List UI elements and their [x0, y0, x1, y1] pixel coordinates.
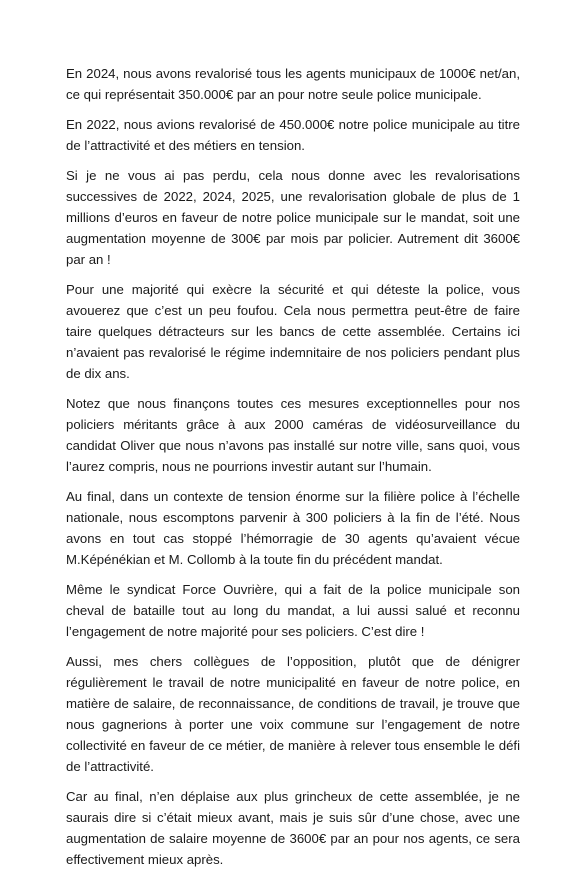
paragraph-revalorisation-globale: Si je ne vous ai pas perdu, cela nous donne avec les revalorisations successives de 2022, 2024, 2025, une revalorisation globale de plus de 1 millions d’euros en faveur de notre police municipale sur le mandat, soit une augmentation moyenne de 300€ par mois par policier. Autrement dit 3600€ par an !	[66, 168, 520, 267]
paragraph-revalorisation-2024: En 2024, nous avons revalorisé tous les agents municipaux de 1000€ net/an, ce qui représentait 350.000€ par an pour notre seule police municipale.	[66, 66, 520, 102]
paragraph-syndicat-fo: Même le syndicat Force Ouvrière, qui a fait de la police municipale son cheval de bataille tout au long du mandat, a lui aussi salué et reconnu l’engagement de notre majorité pour ses policiers. C’est dire !	[66, 582, 520, 639]
document-page	[66, 63, 520, 879]
paragraph-effectifs-police: Au final, dans un contexte de tension énorme sur la filière police à l’échelle nationale, nous escomptons parvenir à 300 policiers à la fin de l’été. Nous avons en tout cas stoppé l’hémorragie de 30 agents qu’avaient vécue M.Képénékian et M. Collomb à la toute fin du précédent mandat.	[66, 489, 520, 567]
paragraph-appel-opposition: Aussi, mes chers collègues de l’opposition, plutôt que de dénigrer régulièrement le travail de notre municipalité en faveur de notre police, en matière de salaire, de reconnaissance, de conditions de travail, je trouve que nous gagnerions à porter une voix commune sur l’engagement de notre collectivité en faveur de ce métier, de manière à relever tous ensemble le défi de l’attractivité.	[66, 654, 520, 774]
paragraph-majorite-securite: Pour une majorité qui exècre la sécurité et qui déteste la police, vous avouerez que c’est un peu foufou. Cela nous permettra peut-être de faire taire quelques détracteurs sur les bancs de cette assemblée. Certains ici n’avaient pas revalorisé le régime indemnitaire de nos policiers pendant plus de dix ans.	[66, 282, 520, 381]
paragraph-financement-cameras: Notez que nous finançons toutes ces mesures exceptionnelles pour nos policiers méritants grâce à aux 2000 caméras de vidéosurveillance du candidat Oliver que nous n’avons pas installé sur notre ville, sans quoi, vous l’aurez compris, nous ne pourrions investir autant sur l’humain.	[66, 396, 520, 474]
paragraph-revalorisation-2022: En 2022, nous avions revalorisé de 450.000€ notre police municipale au titre de l’attractivité et des métiers en tension.	[66, 117, 520, 153]
paragraph-conclusion: Car au final, n’en déplaise aux plus grincheux de cette assemblée, je ne saurais dire si c’était mieux avant, mais je suis sûr d’une chose, avec une augmentation de salaire moyenne de 3600€ par an pour nos agents, ce sera effectivement mieux après.	[66, 789, 520, 867]
